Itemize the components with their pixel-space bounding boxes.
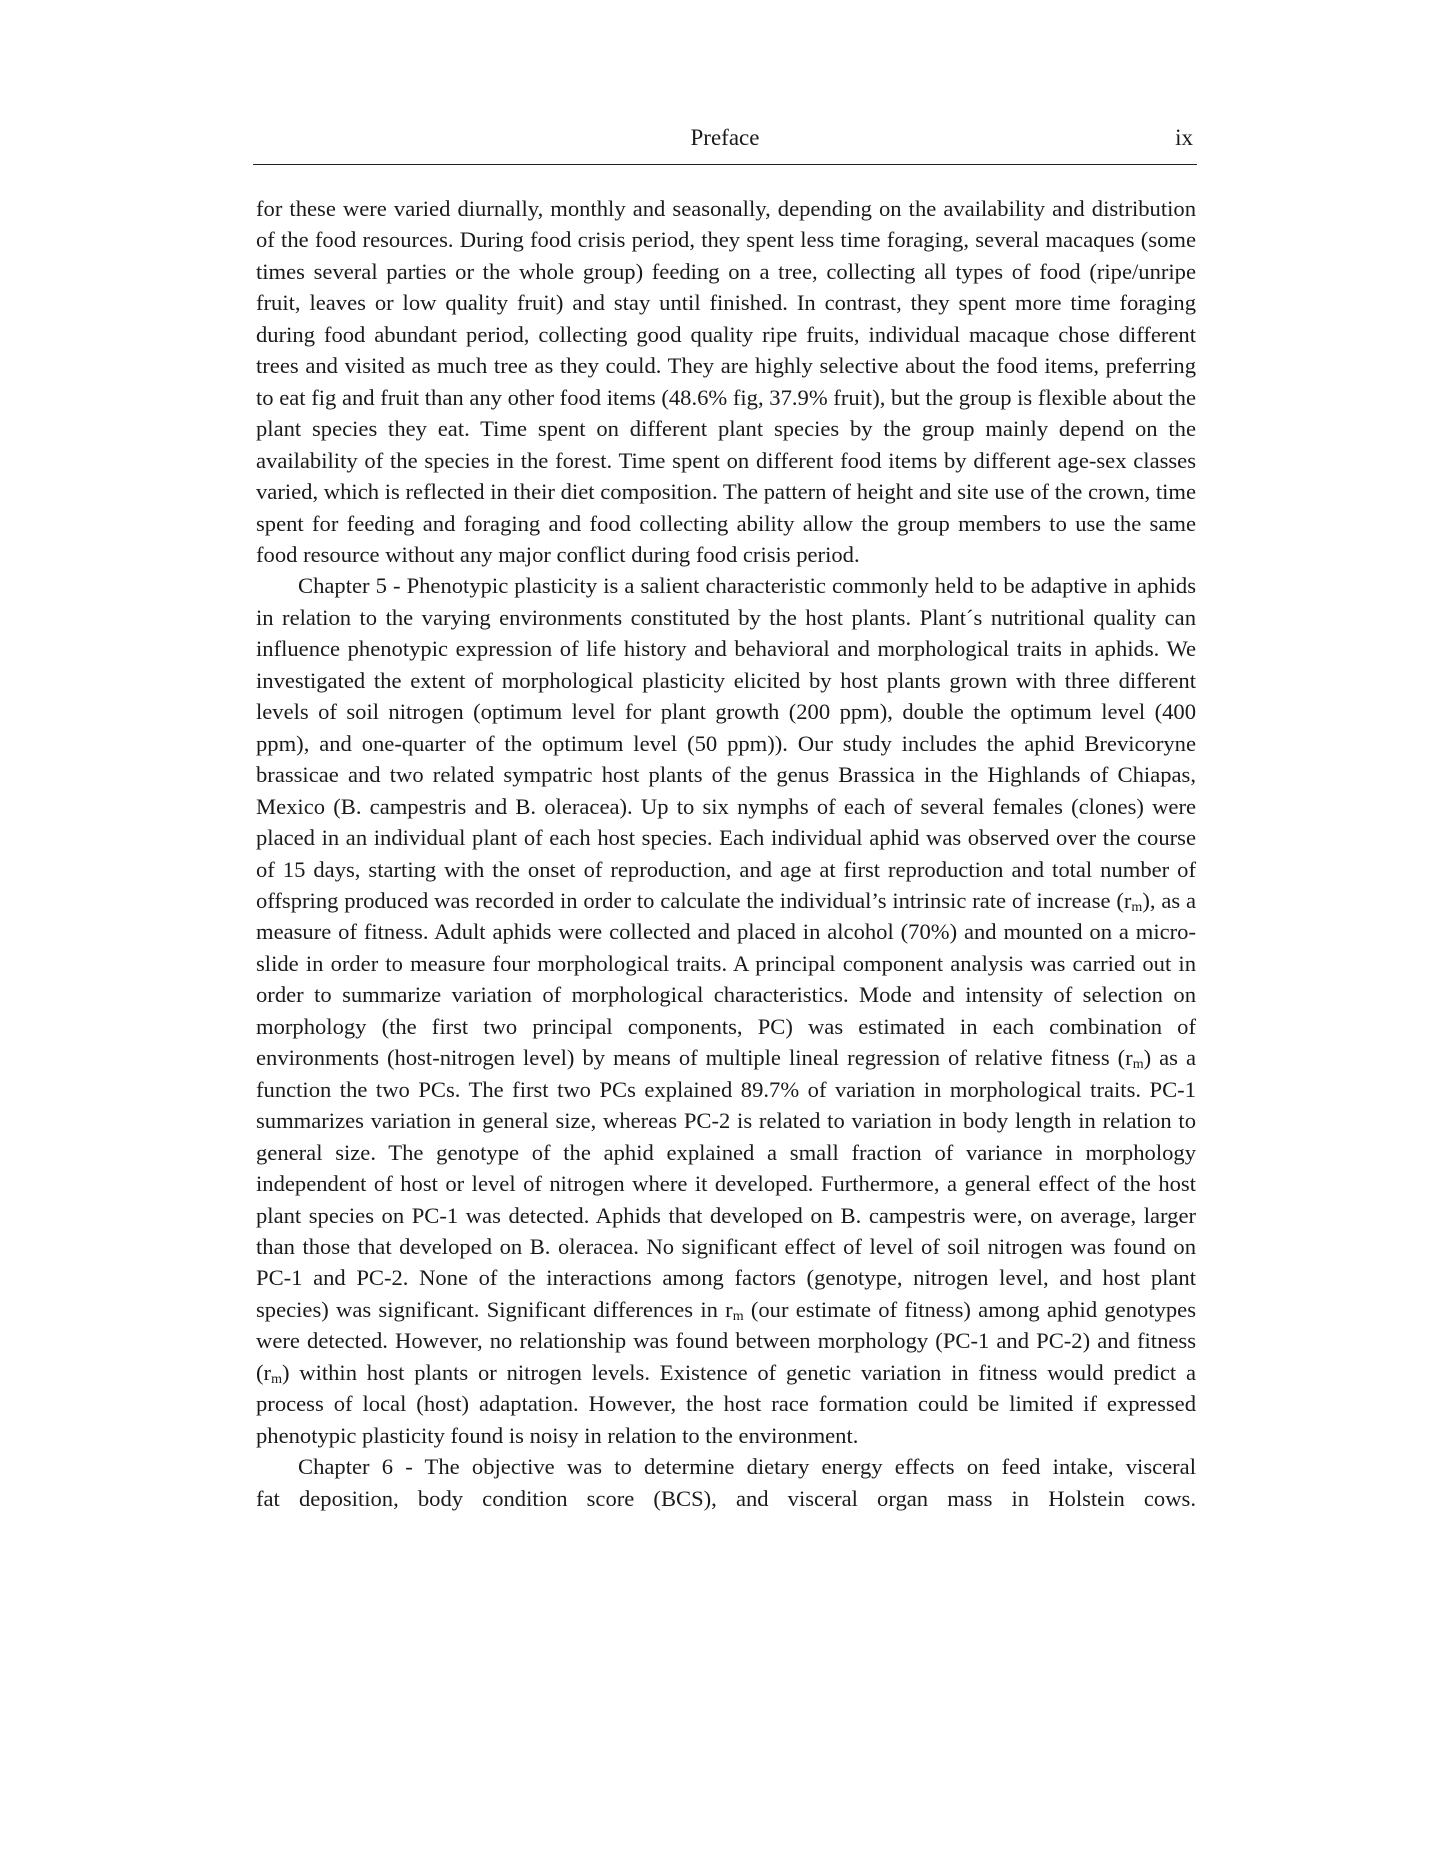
paragraph-text: ) within host plants or nitrogen levels. Existence of genetic variation in fitness would predict a process of local (host) adaptation. However, the host race formation could be limited if expressed phenotypic plasticity found is noisy in relation to the environment. <box>256 1359 1196 1448</box>
paragraph-text: for these were varied diurnally, monthly and seasonally, depending on the availability and distribution of the food resources. During food crisis period, they spent less time foraging, several macaques (some times several parties or the whole group) feeding on a tree, collecting all types of food (ripe/unripe fruit, leaves or low quality fruit) and stay until finished. In contrast, they spent more time foraging during food abundant period, collecting good quality ripe fruits, individual macaque chose different trees and visited as much tree as they could. They are highly selective about the food items, preferring to eat fig and fruit than any other food items (48.6% fig, 37.9% fruit), but the group is flexible about the plant species they eat. Time spent on different plant species by the group mainly depend on the availability of the species in the forest. Time spent on different food items by different age-sex classes varied, which is reflected in their diet composition. The pattern of height and site use of the crown, time spent for feeding and foraging and food collecting ability allow the group members to use the same food resource without any major conflict during food crisis period. <box>256 196 1196 567</box>
paragraph-text: Chapter 6 - The objective was to determine dietary energy effects on feed intake, visceral <box>298 1454 1196 1480</box>
paragraph-text: (our estimate of fitness) among aphid genotypes were detected. However, no relationship was found between morphology (PC-1 and PC-2) and fitness (r <box>256 1296 1196 1385</box>
paragraph-chapter-6-line-2 <box>256 1483 1196 1514</box>
paragraph-text: Chapter 5 - Phenotypic plasticity is a salient characteristic commonly held to be adaptive in aphids in relation to the varying environments constituted by the host plants. Plant´s nutritional quality can influence phenotypic expression of life history and behavioral and morphological traits in aphids. We investigated the extent of morphological plasticity elicited by host plants grown with three different levels of soil nitrogen (optimum level for plant growth (200 ppm), double the optimum level (400 ppm), and one-quarter of the optimum level (50 ppm)). Our study includes the aphid Brevicoryne brassicae and two related sympatric host plants of the genus Brassica in the Highlands of Chiapas, Mexico (B. campestris and B. oleracea). Up to six nymphs of each of several females (clones) were placed in an individual plant of each host species. Each individual aphid was observed over the course of 15 days, starting with the onset of reproduction, and age at first reproduction and total number of offspring produced was recorded in order to calculate the individual’s intrinsic rate of increase (r <box>256 573 1196 913</box>
running-title: Preface <box>690 125 760 150</box>
subscript-m: m <box>732 1308 744 1324</box>
paragraph-text: ) as a function the two PCs. The first two PCs explained 89.7% of variation in morphological traits. PC-1 summarizes variation in general size, whereas PC-2 is related to variation in body length in relation to general size. The genotype of the aphid explained a small fraction of variance in morphology independent of host or level of nitrogen where it developed. Furthermore, a general effect of the host plant species on PC-1 was detected. Aphids that developed on B. campestris were, on average, larger than those that developed on B. oleracea. No significant effect of level of soil nitrogen was found on PC-1 and PC-2. None of the interactions among factors (genotype, nitrogen level, and host plant species) was significant. Significant differences in r <box>256 1045 1197 1322</box>
paragraph-foraging-summary <box>256 193 1196 570</box>
paragraph-chapter-5 <box>256 570 1196 1451</box>
paragraph-text: fat deposition, body condition score (BCS), and visceral organ mass in Holstein cows. <box>256 1485 1196 1511</box>
paragraph-chapter-6-line-1 <box>256 1451 1196 1482</box>
page-number: ix <box>1175 125 1193 150</box>
subscript-m: m <box>1132 1057 1144 1073</box>
running-header <box>253 124 1197 165</box>
subscript-m: m <box>1131 899 1143 915</box>
subscript-m: m <box>271 1371 282 1387</box>
paragraph-text: ), as a measure of fitness. Adult aphids were collected and placed in alcohol (70%) and mounted on a micro-slide in order to measure four morphological traits. A principal component analysis was carried out in order to summarize variation of morphological characteristics. Mode and intensity of selection on morphology (the first two principal components, PC) was estimated in each combination of environments (host-nitrogen level) by means of multiple lineal regression of relative fitness (r <box>256 887 1196 1071</box>
body-text <box>256 193 1196 1514</box>
